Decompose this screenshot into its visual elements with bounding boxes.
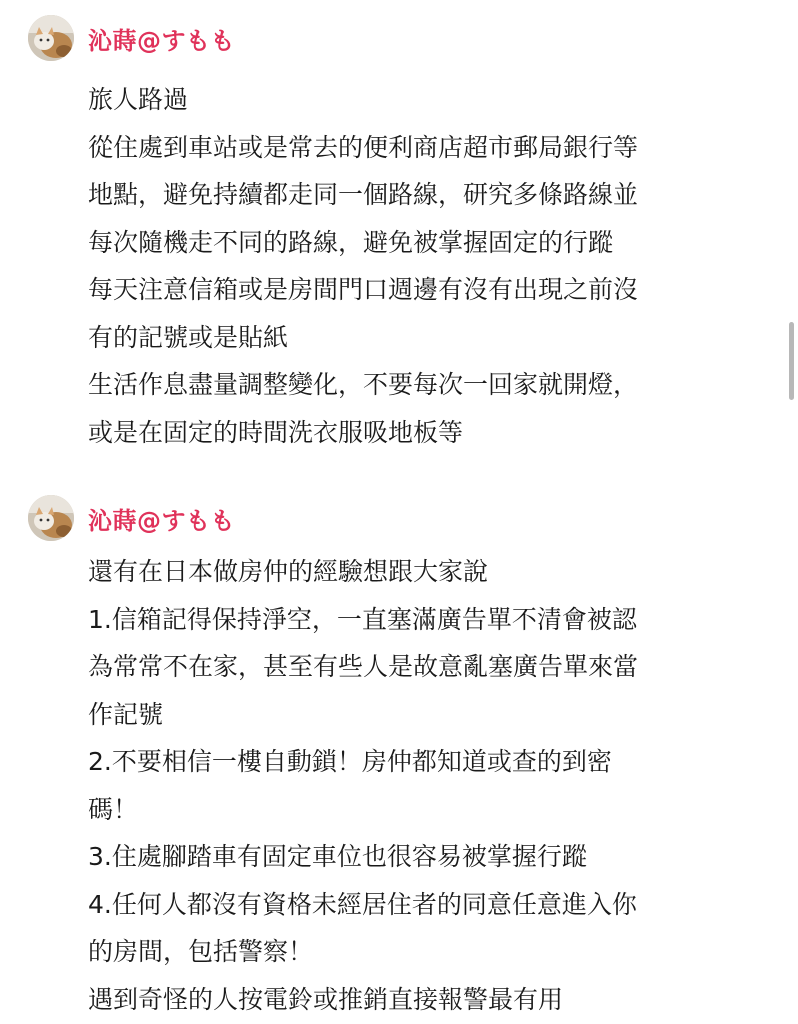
text-line: 1.信箱記得保持淨空，一直塞滿廣告單不清會被認 [88,604,637,634]
comment-text [88,76,768,456]
cat-avatar-icon [28,15,74,61]
cat-avatar-icon [28,495,74,541]
text-line: 每天注意信箱或是房間門口週邊有沒有出現之前沒 [88,275,639,304]
text-line: 2.不要相信一樓自動鎖！房仲都知道或查的到密 [88,747,612,776]
comment-header [28,494,235,542]
text-line: 的房間，包括警察！ [88,937,314,966]
scrollbar[interactable] [789,322,794,400]
text-line: 從住處到車站或是常去的便利商店超市郵局銀行等 [88,132,639,162]
text-line: 碼！ [88,794,139,824]
username[interactable]: 沁蒔@すもも [88,506,235,535]
text-line: 4.任何人都沒有資格未經居住者的同意任意進入你 [88,889,637,919]
text-line: 還有在日本做房仲的經驗想跟大家說 [88,557,489,586]
text-line: 每次隨機走不同的路線，避免被掌握固定的行蹤 [88,227,614,257]
text-line: 或是在固定的時間洗衣服吸地板等 [88,417,464,447]
text-line: 為常常不在家，甚至有些人是故意亂塞廣告單來當 [88,652,639,681]
text-line: 有的記號或是貼紙 [88,322,289,352]
text-line: 旅人路過 [88,85,189,114]
text-line: 3.住處腳踏車有固定車位也很容易被掌握行蹤 [88,842,587,871]
avatar[interactable] [28,15,74,61]
text-line: 地點，避免持續都走同一個路線，研究多條路線並 [88,180,639,209]
username[interactable]: 沁蒔@すもも [88,26,235,55]
text-line: 生活作息盡量調整變化，不要每次一回家就開燈， [88,370,639,399]
text-line: 遇到奇怪的人按電鈴或推銷直接報警最有用 [88,984,564,1014]
avatar[interactable] [28,495,74,541]
text-line: 作記號 [88,699,164,729]
comment-text [88,548,768,1023]
comment-header [28,14,235,62]
